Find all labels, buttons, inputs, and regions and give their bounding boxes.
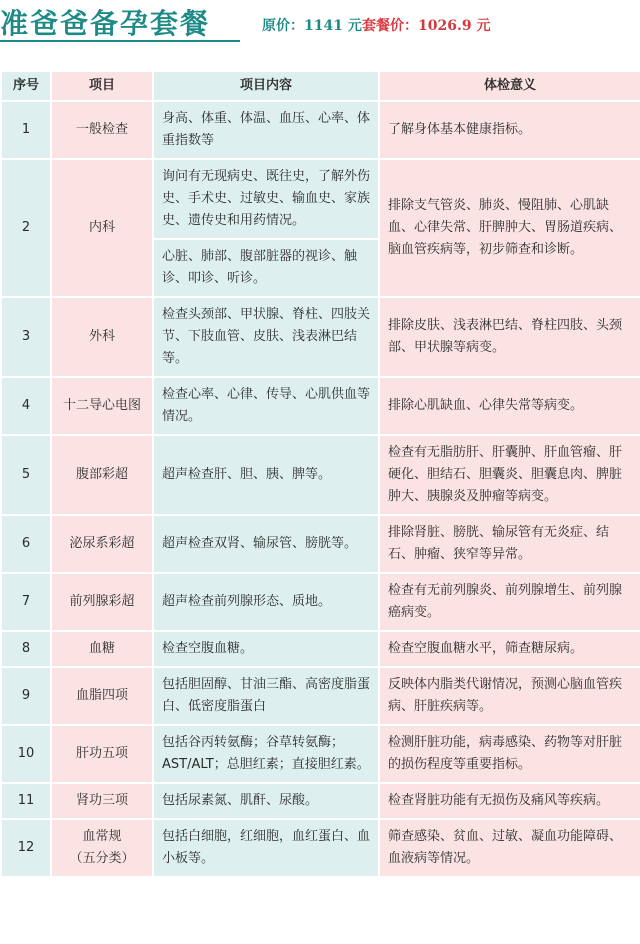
title-underline <box>0 40 240 42</box>
table-row <box>2 632 640 666</box>
column-header-meaning: 体检意义 <box>380 72 640 100</box>
table-row <box>2 820 640 876</box>
row-number: 11 <box>2 784 50 818</box>
header <box>0 0 640 56</box>
row-number: 2 <box>2 160 50 296</box>
row-content-secondary: 心脏、肺部、腹部脏器的视诊、触诊、叩诊、听诊。 <box>154 240 378 296</box>
column-header-item: 项目 <box>52 72 152 100</box>
row-meaning: 检查空腹血糖水平，筛查糖尿病。 <box>380 632 640 666</box>
row-meaning: 了解身体基本健康指标。 <box>380 102 640 158</box>
row-number: 9 <box>2 668 50 724</box>
table-row <box>2 298 640 376</box>
table-row <box>2 436 640 514</box>
row-item: 腹部彩超 <box>52 436 152 514</box>
column-header-no: 序号 <box>2 72 50 100</box>
table-row <box>2 784 640 818</box>
row-meaning: 排除皮肤、浅表淋巴结、脊柱四肢、头颈部、甲状腺等病变。 <box>380 298 640 376</box>
row-meaning: 检查肾脏功能有无损伤及痛风等疾病。 <box>380 784 640 818</box>
row-number: 4 <box>2 378 50 434</box>
row-meaning: 检查有无前列腺炎、前列腺增生、前列腺癌病变。 <box>380 574 640 630</box>
table-row <box>2 160 640 238</box>
row-content: 包括尿素氮、肌酐、尿酸。 <box>154 784 378 818</box>
row-number: 3 <box>2 298 50 376</box>
row-content: 包括胆固醇、甘油三酯、高密度脂蛋白、低密度脂蛋白 <box>154 668 378 724</box>
row-item: 前列腺彩超 <box>52 574 152 630</box>
table-row <box>2 378 640 434</box>
row-meaning: 检测肝脏功能，病毒感染、药物等对肝脏的损伤程度等重要指标。 <box>380 726 640 782</box>
row-number: 10 <box>2 726 50 782</box>
row-meaning: 排除支气管炎、肺炎、慢阻肺、心肌缺血、心律失常、肝脾肿大、胃肠道疾病、脑血管疾病等，初步筛查和诊断。 <box>380 160 640 296</box>
row-content: 超声检查前列腺形态、质地。 <box>154 574 378 630</box>
row-item-name: 血常规 <box>82 829 122 844</box>
column-header-content: 项目内容 <box>154 72 378 100</box>
row-item: 血糖 <box>52 632 152 666</box>
row-meaning: 检查有无脂肪肝、肝囊肿、肝血管瘤、肝硬化、胆结石、胆囊炎、胆囊息肉、脾脏肿大、胰腺炎及肿瘤等病变。 <box>380 436 640 514</box>
row-content: 身高、体重、体温、血压、心率、体重指数等 <box>154 102 378 158</box>
row-content: 检查心率、心律、传导、心肌供血等情况。 <box>154 378 378 434</box>
table-row <box>2 726 640 782</box>
row-item: 肾功三项 <box>52 784 152 818</box>
row-number: 12 <box>2 820 50 876</box>
row-item: 肝功五项 <box>52 726 152 782</box>
package-price: 套餐价：1026.9 元 <box>362 18 491 34</box>
table-row <box>2 516 640 572</box>
row-item: 十二导心电图 <box>52 378 152 434</box>
table-row <box>2 668 640 724</box>
table-row <box>2 102 640 158</box>
table-row <box>2 574 640 630</box>
row-number: 7 <box>2 574 50 630</box>
row-meaning: 排除心肌缺血、心律失常等病变。 <box>380 378 640 434</box>
row-content: 检查空腹血糖。 <box>154 632 378 666</box>
package-table <box>0 70 640 878</box>
table-header-row <box>2 72 640 100</box>
row-content: 检查头颈部、甲状腺、脊柱、四肢关节、下肢血管、皮肤、浅表淋巴结等。 <box>154 298 378 376</box>
row-content: 超声检查肝、胆、胰、脾等。 <box>154 436 378 514</box>
row-item-subtitle: （五分类） <box>69 851 135 866</box>
row-item: 外科 <box>52 298 152 376</box>
row-content: 询问有无现病史、既往史，了解外伤史、手术史、过敏史、输血史、家族史、遗传史和用药情况。 <box>154 160 378 238</box>
original-price: 原价：1141 元 <box>262 18 362 34</box>
row-item <box>52 820 152 876</box>
row-meaning: 排除肾脏、膀胱、输尿管有无炎症、结石、肿瘤、狭窄等异常。 <box>380 516 640 572</box>
row-item: 内科 <box>52 160 152 296</box>
row-content: 超声检查双肾、输尿管、膀胱等。 <box>154 516 378 572</box>
page-title: 准爸爸备孕套餐 <box>0 7 211 40</box>
row-content: 包括白细胞，红细胞，血红蛋白、血小板等。 <box>154 820 378 876</box>
row-number: 8 <box>2 632 50 666</box>
row-number: 6 <box>2 516 50 572</box>
row-number: 1 <box>2 102 50 158</box>
row-item: 血脂四项 <box>52 668 152 724</box>
row-content: 包括谷丙转氨酶；谷草转氨酶；AST/ALT；总胆红素；直接胆红素。 <box>154 726 378 782</box>
row-meaning: 反映体内脂类代谢情况，预测心脑血管疾病、肝脏疾病等。 <box>380 668 640 724</box>
row-item: 一般检查 <box>52 102 152 158</box>
row-meaning: 筛查感染、贫血、过敏、凝血功能障碍、血液病等情况。 <box>380 820 640 876</box>
row-item: 泌尿系彩超 <box>52 516 152 572</box>
row-number: 5 <box>2 436 50 514</box>
